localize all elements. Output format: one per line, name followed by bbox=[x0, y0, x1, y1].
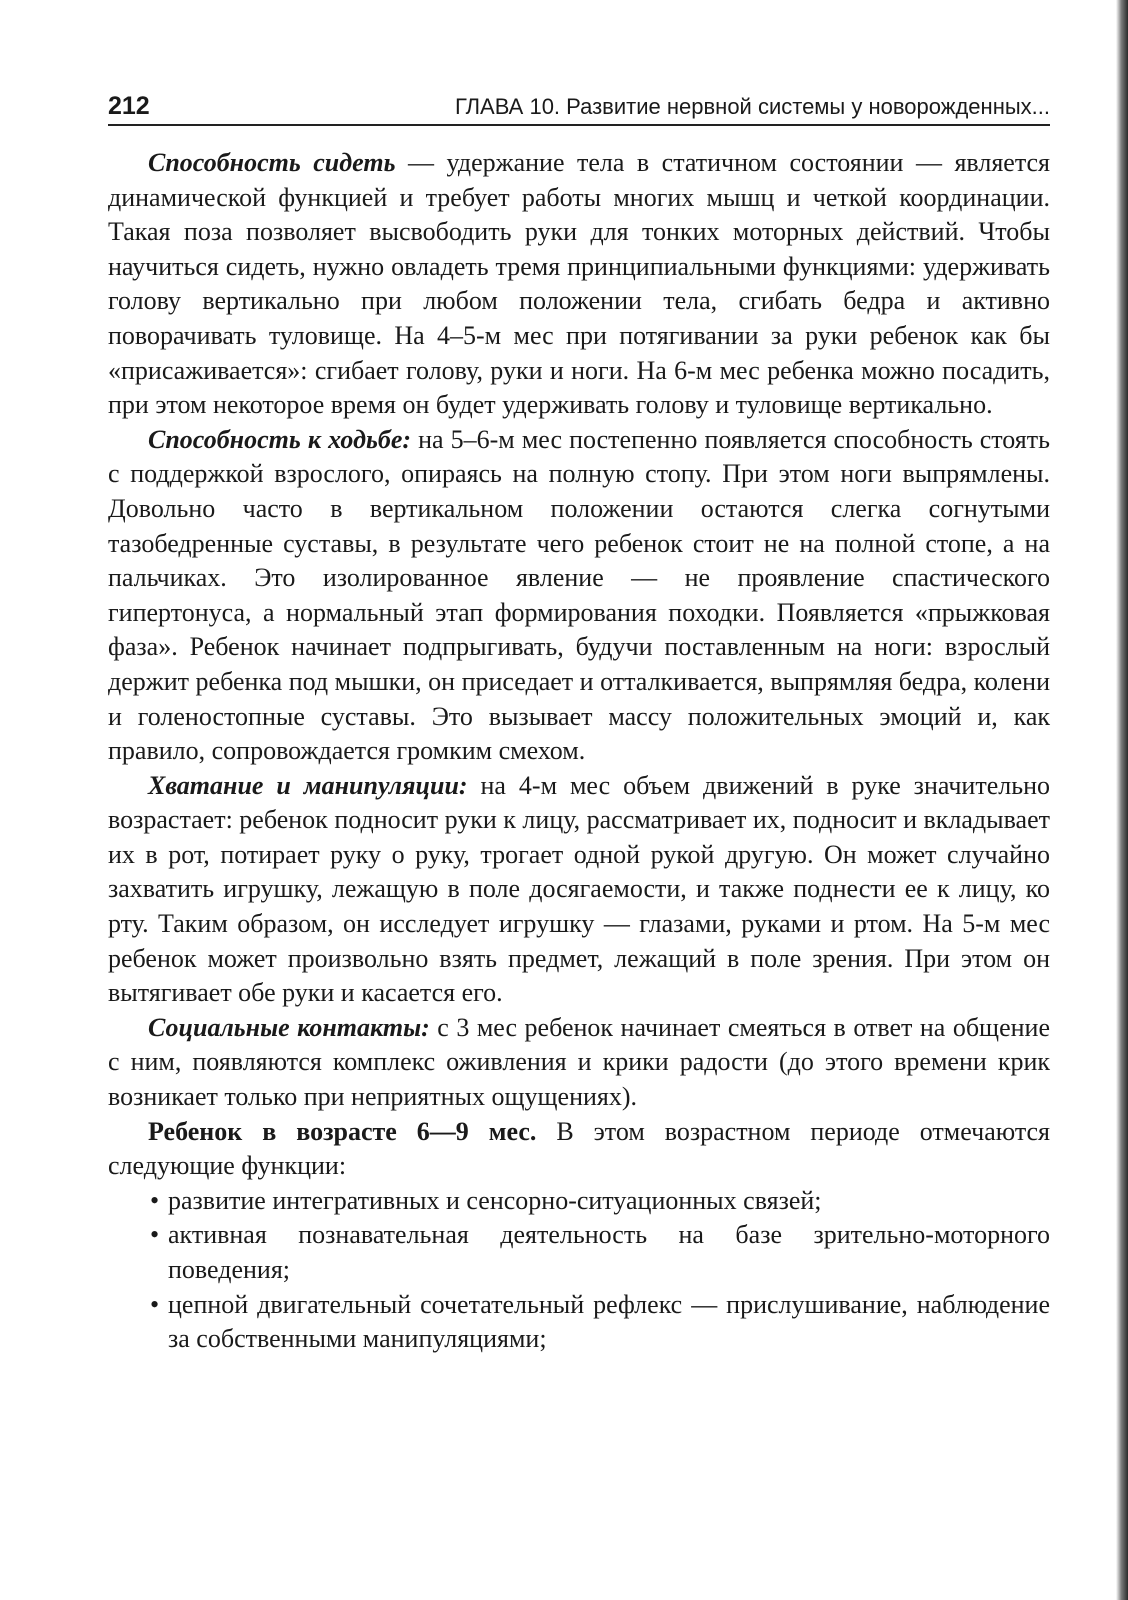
paragraph-text: на 5–6-м мес постепенно появляется способность стоять с поддержкой взрослого, опираясь на полную стопу. При этом ноги выпрямлены. Довольно часто в вертикальном положении остаются слегка согнутыми тазобедренные суставы, в результате чего ребенок стоит не на полной стопе, а на пальчиках. Это изолированное явление — не проявление спастического гипертонуса, а нормальный этап формирования походки. Появляется «прыжковая фаза». Ребенок начинает подпрыгивать, будучи поставленным на ноги: взрослый держит ребенка под мышки, он приседает и отталкивается, выпрямляя бедра, колени и голеностопные суставы. Это вызывает массу положительных эмоций и, как правило, сопровождается громким смехом. bbox=[108, 424, 1050, 766]
paragraph-lead: Хватание и манипуляции: bbox=[148, 770, 468, 800]
section-text: В этом возрастном периоде отмечаются следующие функции: bbox=[108, 1116, 1050, 1181]
running-title: ГЛАВА 10. Развитие нервной системы у новорожденных... bbox=[454, 94, 1050, 119]
list-item: • развитие интегративных и сенсорно-ситуационных связей; bbox=[168, 1184, 1050, 1219]
book-page bbox=[108, 92, 1050, 1357]
paragraph-walking bbox=[108, 423, 1050, 769]
paragraph-social bbox=[108, 1011, 1050, 1115]
list-item: • цепной двигательный сочетательный рефлекс — прислушивание, наблюдение за собственными манипуляциями; bbox=[168, 1288, 1050, 1357]
paragraph-sitting bbox=[108, 146, 1050, 423]
paragraph-text: на 4-м мес объем движений в руке значительно возрастает: ребенок подносит руки к лицу, рассматривает их, подносит и вкладывает их в рот, потирает руку о руку, трогает одной рукой другую. Он может случайно захватить игрушку, лежащую в поле досягаемости, и также поднести ее к лицу, ко рту. Таким образом, он исследует игрушку — глазами, руками и ртом. На 5-м мес ребенок может произвольно взять предмет, лежащий в поле зрения. При этом он вытягивает обе руки и касается его. bbox=[108, 770, 1050, 1008]
running-header bbox=[108, 92, 1050, 126]
functions-list bbox=[108, 1184, 1050, 1357]
page-number: 212 bbox=[108, 92, 150, 120]
section-lead: Ребенок в возрасте 6—9 мес. bbox=[148, 1116, 537, 1146]
paragraph-lead: Способность к ходьбе: bbox=[148, 424, 412, 454]
paragraph-lead: Способность сидеть bbox=[148, 148, 396, 177]
body-text bbox=[108, 146, 1050, 1357]
paragraph-text: с 3 мес ребенок начинает смеяться в ответ на общение с ним, появляются комплекс оживления и крики радости (до этого времени крик возникает только при неприятных ощущениях). bbox=[108, 1012, 1050, 1112]
paragraph-text: — удержание тела в статичном состоянии — является динамической функцией и требует работы многих мышц и четкой координации. Такая поза позволяет высвободить руки для тонких моторных действий. Чтобы научиться сидеть, нужно овладеть тремя принципиальными функциями: удерживать голову вертикально при любом положении тела, сгибать бедра и активно поворачивать туловище. На 4–5-м мес при потягивании за руки ребенок как бы «присаживается»: сгибает голову, руки и ноги. На 6-м мес ребенка можно посадить, при этом некоторое время он будет удерживать голову и туловище вертикально. bbox=[108, 148, 1051, 420]
paragraph-lead: Социальные контакты: bbox=[148, 1012, 430, 1042]
page-edge-shadow bbox=[1116, 0, 1128, 1600]
paragraph-grasping bbox=[108, 769, 1050, 1011]
section-6-9-months bbox=[108, 1115, 1050, 1184]
list-item: • активная познавательная деятельность на базе зрительно-моторного поведения; bbox=[168, 1218, 1050, 1287]
